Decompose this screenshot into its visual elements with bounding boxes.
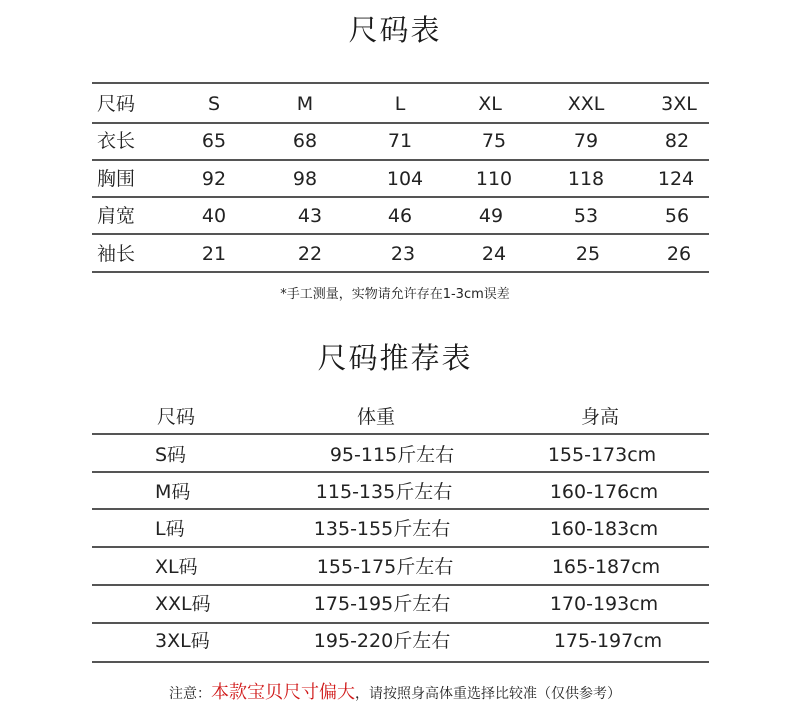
size-chart-title: 尺码表 [348,13,442,47]
divider [92,622,709,624]
recommend-header-cell: 身高 [580,406,620,428]
size-chart-cell: 98 [292,168,318,190]
size-chart-cell: 82 [664,130,690,152]
recommend-height-cell: 160-176cm [549,481,659,503]
fit-note-highlight: 本款宝贝尺寸偏大 [211,682,355,703]
size-chart-cell: 118 [567,168,605,190]
size-chart-cell: 21 [201,243,227,265]
recommend-size-cell: XL码 [155,556,198,578]
size-chart-cell: 79 [573,130,599,152]
recommend-height-cell: 165-187cm [551,556,661,578]
divider [92,471,709,473]
divider [92,159,709,161]
size-chart-header-cell: XXL [567,93,605,115]
divider [92,584,709,586]
recommend-weight-cell: 115-135斤左右 [315,481,453,503]
recommend-height-cell: 170-193cm [549,593,659,615]
size-chart-cell: 25 [575,243,601,265]
size-chart-cell: 92 [201,168,227,190]
size-chart-header-cell: 尺码 [97,93,136,115]
size-chart-header-cell: L [394,93,406,115]
size-chart-cell: 肩宽 [97,205,136,227]
recommend-height-cell: 175-197cm [553,630,663,652]
divider [92,233,709,235]
size-chart-cell: 75 [481,130,507,152]
recommend-size-cell: S码 [155,444,187,466]
divider [92,546,709,548]
recommend-size-cell: M码 [155,481,191,503]
recommend-weight-cell: 95-115斤左右 [329,444,455,466]
measurement-note: *手工测量，实物请允许存在1-3cm误差 [280,287,510,302]
divider [92,661,709,663]
recommend-weight-cell: 135-155斤左右 [313,518,451,540]
size-chart-header-cell: XL [478,93,502,115]
recommend-height-cell: 160-183cm [549,518,659,540]
size-chart-cell: 65 [201,130,227,152]
recommend-header-cell: 体重 [356,406,396,428]
size-chart-cell: 23 [390,243,416,265]
size-chart-header-cell: M [296,93,314,115]
divider [92,271,709,273]
size-chart-cell: 43 [297,205,323,227]
size-chart-cell: 124 [657,168,695,190]
size-chart-cell: 68 [292,130,318,152]
recommend-header-cell: 尺码 [157,406,196,428]
fit-note-prefix: 注意： [169,686,211,702]
divider [92,196,709,198]
recommend-weight-cell: 175-195斤左右 [313,593,451,615]
size-chart-header-cell: S [207,93,221,115]
size-chart-cell: 26 [666,243,692,265]
size-chart-header-cell: 3XL [661,93,697,115]
size-chart-cell: 24 [481,243,507,265]
size-chart-cell: 56 [664,205,690,227]
size-chart-cell: 46 [387,205,413,227]
size-chart-cell: 衣长 [97,130,136,152]
size-chart-cell: 22 [297,243,323,265]
recommend-size-cell: L码 [155,518,185,540]
size-chart-cell: 104 [386,168,424,190]
divider [92,508,709,510]
recommend-chart-title: 尺码推荐表 [317,341,473,375]
size-chart-cell: 110 [475,168,513,190]
divider [92,82,709,84]
fit-note [0,678,790,704]
size-chart-cell: 袖长 [97,243,136,265]
size-chart-cell: 胸围 [97,168,136,190]
size-chart-cell: 71 [387,130,413,152]
divider [92,433,709,435]
divider [92,122,709,124]
recommend-size-cell: 3XL码 [155,630,210,652]
recommend-height-cell: 155-173cm [547,444,657,466]
recommend-weight-cell: 195-220斤左右 [313,630,451,652]
size-chart-cell: 53 [573,205,599,227]
recommend-size-cell: XXL码 [155,593,211,615]
recommend-weight-cell: 155-175斤左右 [316,556,454,578]
size-chart-cell: 49 [478,205,504,227]
size-chart-cell: 40 [201,205,227,227]
fit-note-suffix: ，请按照身高体重选择比较准（仅供参考） [355,686,621,702]
